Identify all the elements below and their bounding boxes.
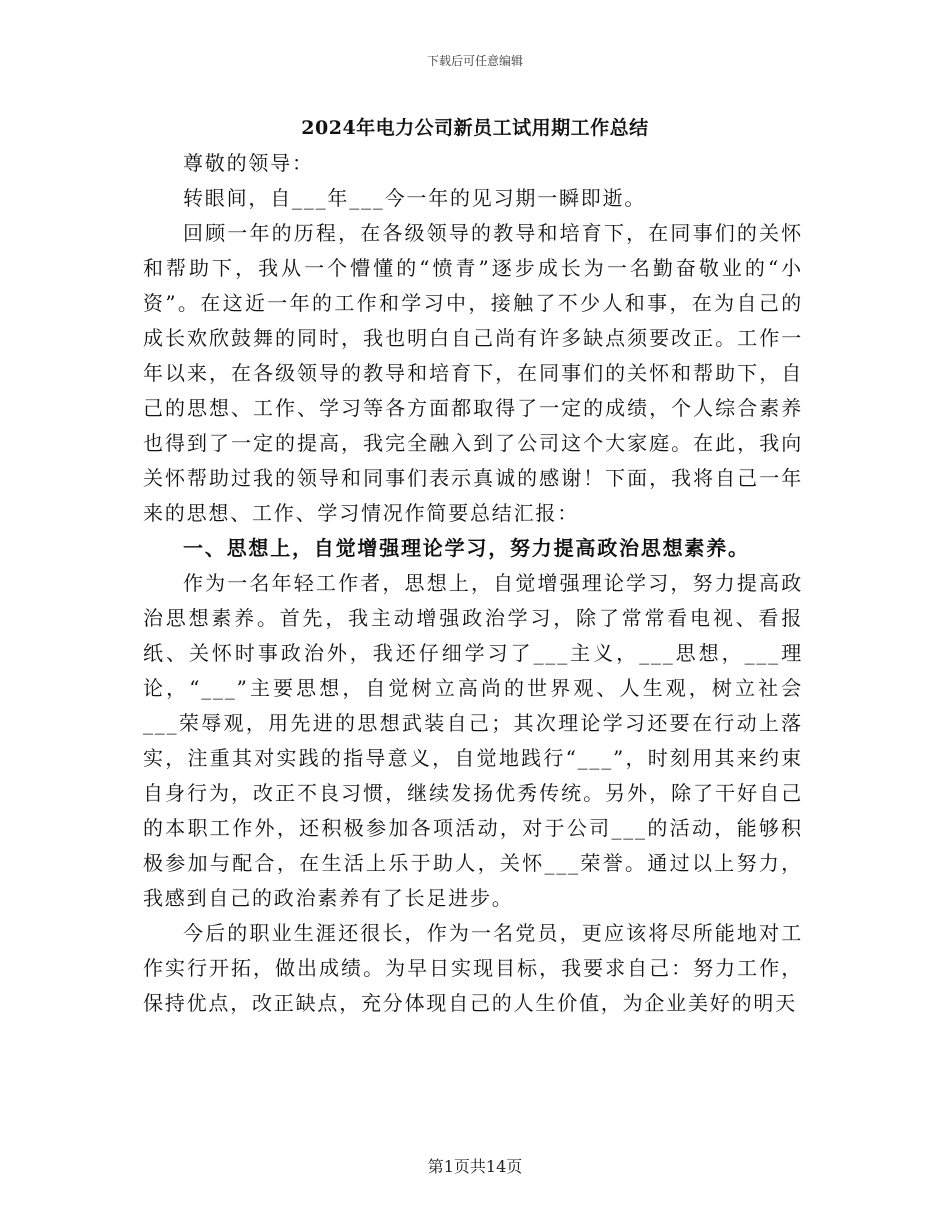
document-body: [143, 146, 803, 1021]
body-paragraph-intro: 转眼间，自___年___今一年的见习期一瞬即逝。: [183, 186, 647, 210]
section-heading-ideology: 一、思想上，自觉增强理论学习，努力提高政治思想素养。: [183, 536, 750, 560]
page-header-note: 下载后可任意编辑: [426, 54, 523, 68]
document-title: 2024年电力公司新员工试用期工作总结: [301, 117, 649, 139]
salutation: 尊敬的领导：: [183, 151, 314, 175]
body-paragraph-future: 今后的职业生涯还很长，作为一名党员，更应该将尽所能地对工作实行开拓，做出成绩。为早日实现目标，我要求自己：努力工作，保持优点，改正缺点，充分体现自己的人生价值，为企业美好的明天: [143, 921, 803, 1015]
body-paragraph-review: 回顾一年的历程，在各级领导的教导和培育下，在同事们的关怀和帮助下，我从一个懵懂的“愤青”逐步成长为一名勤奋敬业的“小资”。在这近一年的工作和学习中，接触了不少人和事，在为自己的成长欢欣鼓舞的同时，我也明白自己尚有许多缺点须要改正。工作一年以来，在各级领导的教导和培育下，在同事们的关怀和帮助下，自己的思想、工作、学习等各方面都取得了一定的成绩，个人综合素养也得到了一定的提高，我完全融入到了公司这个大家庭。在此，我向关怀帮助过我的领导和同事们表示真诚的感谢！下面，我将自己一年来的思想、工作、学习情况作简要总结汇报：: [143, 221, 803, 525]
body-paragraph-ideology: 作为一名年轻工作者，思想上，自觉增强理论学习，努力提高政治思想素养。首先，我主动增强政治学习，除了常常看电视、看报纸、关怀时事政治外，我还仔细学习了___主义，___思想，___理论，“___”主要思想，自觉树立高尚的世界观、人生观，树立社会___荣辱观，用先进的思想武装自己；其次理论学习还要在行动上落实，注重其对实践的指导意义，自觉地践行“___”，时刻用其来约束自身行为，改正不良习惯，继续发扬优秀传统。另外，除了干好自己的本职工作外，还积极参加各项活动，对于公司___的活动，能够积极参加与配合，在生活上乐于助人，关怀___荣誉。通过以上努力，我感到自己的政治素养有了长足进步。: [143, 571, 803, 910]
page-number: 第1页共14页: [427, 1157, 523, 1176]
